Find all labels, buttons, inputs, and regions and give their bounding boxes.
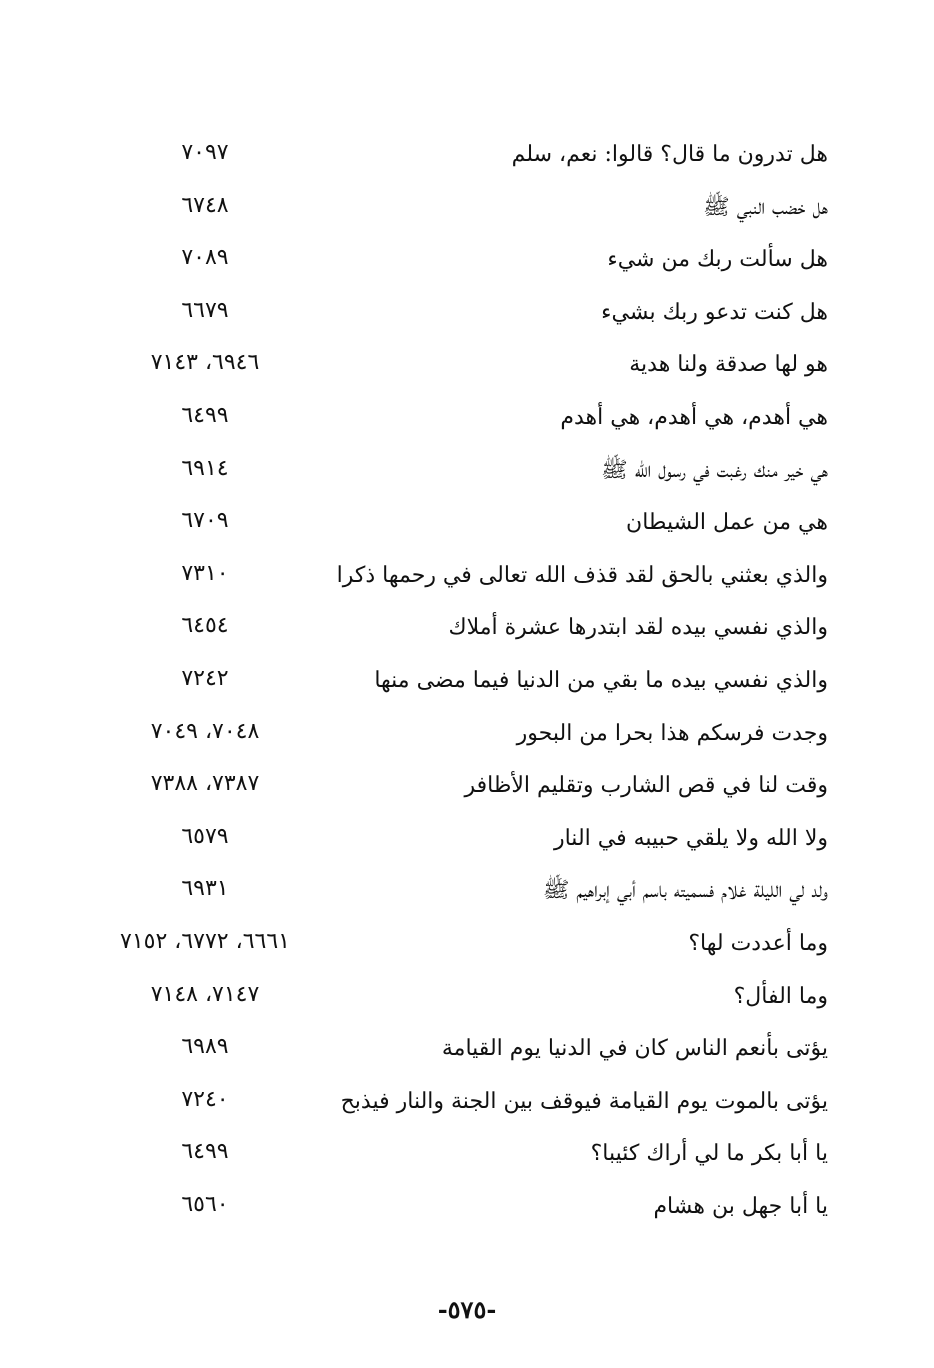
entry-text: يؤتى بأنعم الناس كان في الدنيا يوم القيامة: [441, 1036, 828, 1062]
entry-text: هو لها صدقة ولنا هدية: [629, 352, 828, 378]
entry-text: وما الفأل؟: [733, 983, 828, 1009]
entry-reference-numbers: ٧٣٨٧، ٧٣٨٨: [150, 771, 260, 797]
index-entry: [0, 1182, 934, 1235]
entry-text: هل سألت ربك من شيء: [607, 247, 828, 273]
entry-text: والذي بعثني بالحق لقد قذف الله تعالى في رحمها ذكرا: [336, 562, 828, 588]
hadith-index-list: [0, 130, 934, 1234]
entry-reference-numbers: ٦٥٦٠: [181, 1191, 229, 1217]
index-entry: [0, 919, 934, 972]
index-entry: [0, 972, 934, 1025]
index-entry: [0, 551, 934, 604]
entry-text: وجدت فرسكم هذا بحرا من البحور: [516, 720, 828, 746]
entry-reference-numbers: ٦٦٧٩: [181, 297, 229, 323]
entry-text: وقت لنا في قص الشارب وتقليم الأظافر: [464, 773, 828, 799]
index-entry: [0, 183, 934, 236]
page-number: -٥٧٥-: [437, 1295, 497, 1324]
index-entry: [0, 1024, 934, 1077]
entry-text: ولد لي الليلة غلام فسميته باسم أبي إبراهيم ﷺ: [542, 878, 828, 904]
index-entry: [0, 130, 934, 183]
index-entry: [0, 603, 934, 656]
entry-text: يؤتى بالموت يوم القيامة فيوقف بين الجنة والنار فيذبح: [340, 1088, 828, 1114]
index-entry: [0, 761, 934, 814]
index-entry: [0, 446, 934, 499]
index-entry: [0, 288, 934, 341]
entry-reference-numbers: ٦٥٧٩: [181, 823, 229, 849]
entry-reference-numbers: ٦٤٩٩: [181, 402, 229, 428]
entry-text: هل خضب النبي ﷺ: [703, 194, 828, 220]
entry-text: هل كنت تدعو ربك بشيء: [601, 299, 828, 325]
entry-text: والذي نفسي بيده لقد ابتدرها عشرة أملاك: [448, 615, 828, 641]
entry-reference-numbers: ٦٩٤٦، ٧١٤٣: [150, 350, 260, 376]
index-entry: [0, 656, 934, 709]
entry-reference-numbers: ٧٠٩٧: [181, 140, 229, 165]
entry-text: يا أبا جهل بن هشام: [653, 1193, 828, 1219]
entry-reference-numbers: ٧١٤٧، ٧١٤٨: [150, 981, 260, 1007]
index-entry: [0, 1077, 934, 1130]
index-entry: [0, 866, 934, 919]
entry-reference-numbers: ٧٠٤٨، ٧٠٤٩: [150, 718, 260, 744]
index-entry: [0, 235, 934, 288]
entry-reference-numbers: ٧٢٤٠: [181, 1086, 229, 1112]
entry-reference-numbers: ٦٦٦١، ٦٧٧٢، ٧١٥٢: [120, 928, 290, 954]
index-entry: [0, 709, 934, 762]
entry-reference-numbers: ٦٩٨٩: [181, 1034, 229, 1060]
entry-reference-numbers: ٧٢٤٢: [181, 665, 229, 691]
entry-reference-numbers: ٦٤٥٤: [181, 613, 229, 639]
entry-reference-numbers: ٦٩١٤: [181, 455, 229, 481]
index-entry: [0, 814, 934, 867]
entry-text: والذي نفسي بيده ما بقي من الدنيا فيما مضى منها: [374, 667, 828, 693]
index-entry: [0, 340, 934, 393]
entry-reference-numbers: ٧٠٨٩: [181, 245, 229, 271]
index-entry: [0, 1129, 934, 1182]
entry-text: يا أبا بكر ما لي أراك كئيبا؟: [590, 1141, 828, 1167]
index-entry: [0, 393, 934, 446]
entry-text: هل تدرون ما قال؟ قالوا: نعم، سلم: [511, 142, 828, 167]
entry-text: وما أعددت لها؟: [688, 930, 828, 956]
entry-text: هي أهدم، هي أهدم، هي أهدم: [560, 404, 828, 430]
entry-reference-numbers: ٦٩٣١: [181, 876, 229, 902]
entry-text: ولا الله ولا يلقي حبيبه في النار: [553, 825, 828, 851]
entry-reference-numbers: ٦٤٩٩: [181, 1139, 229, 1165]
entry-reference-numbers: ٦٧٤٨: [181, 192, 229, 218]
entry-text: هي خير منك رغبت في رسول الله ﷺ: [601, 457, 828, 483]
index-entry: [0, 498, 934, 551]
entry-reference-numbers: ٦٧٠٩: [181, 508, 229, 534]
entry-reference-numbers: ٧٣١٠: [181, 560, 229, 586]
entry-text: هي من عمل الشيطان: [626, 510, 828, 536]
